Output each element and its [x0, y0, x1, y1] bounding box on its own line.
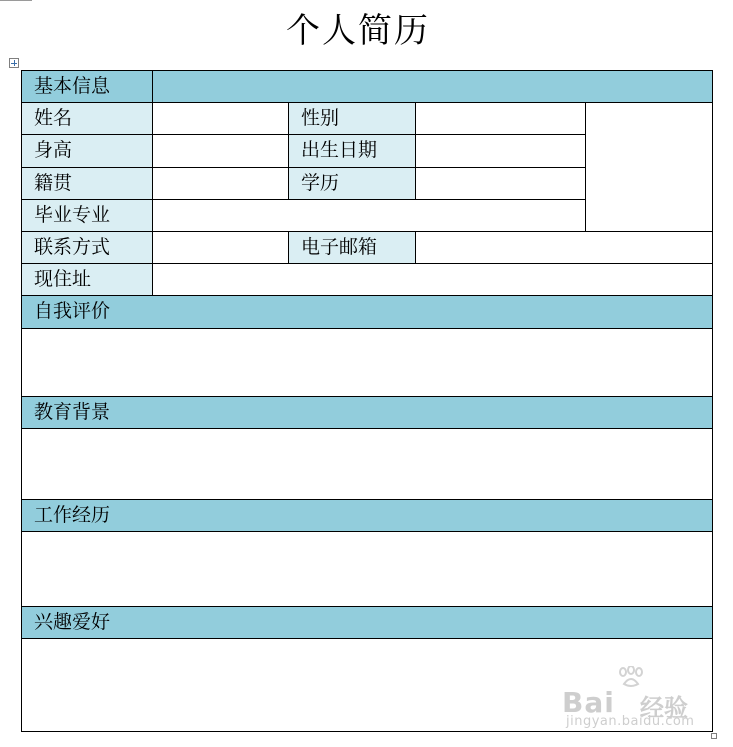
height-value-cell[interactable]: [152, 134, 289, 168]
ruler-edge: [0, 0, 32, 1]
name-value-cell[interactable]: [152, 102, 289, 135]
photo-cell[interactable]: [585, 102, 713, 232]
watermark-logo-text: Bai: [562, 686, 615, 719]
section-basic-info-label: 基本信息: [21, 70, 153, 103]
email-value-cell[interactable]: [415, 231, 713, 264]
contact-label: 联系方式: [21, 231, 153, 264]
birth-date-value-cell[interactable]: [415, 134, 586, 168]
gender-label: 性别: [288, 102, 416, 135]
section-hobbies-header: 兴趣爱好: [21, 606, 713, 639]
paw-icon: [616, 666, 646, 688]
major-value-cell[interactable]: [152, 199, 586, 232]
email-label: 电子邮箱: [288, 231, 416, 264]
table-resize-handle-icon[interactable]: [711, 733, 717, 739]
birth-date-label: 出生日期: [288, 134, 416, 168]
section-basic-info-bar: [152, 70, 713, 103]
address-value-cell[interactable]: [152, 263, 713, 296]
section-work-experience-header: 工作经历: [21, 499, 713, 532]
section-education-background-header: 教育背景: [21, 396, 713, 429]
table-move-handle-icon[interactable]: [9, 58, 19, 68]
work-experience-content-cell[interactable]: [21, 531, 713, 607]
native-place-value-cell[interactable]: [152, 167, 289, 200]
self-evaluation-content-cell[interactable]: [21, 328, 713, 397]
education-level-label: 学历: [288, 167, 416, 200]
watermark-url: jingyan.baidu.com: [566, 714, 695, 729]
education-level-value-cell[interactable]: [415, 167, 586, 200]
watermark-logo-cn: 经验: [640, 694, 688, 722]
contact-value-cell[interactable]: [152, 231, 289, 264]
baidu-jingyan-watermark: [562, 666, 700, 736]
section-self-evaluation-header: 自我评价: [21, 295, 713, 329]
major-label: 毕业专业: [21, 199, 153, 232]
address-label: 现住址: [21, 263, 153, 296]
name-label: 姓名: [21, 102, 153, 135]
education-background-content-cell[interactable]: [21, 428, 713, 500]
native-place-label: 籍贯: [21, 167, 153, 200]
height-label: 身高: [21, 134, 153, 168]
page-title: 个人简历: [286, 11, 430, 51]
gender-value-cell[interactable]: [415, 102, 586, 135]
